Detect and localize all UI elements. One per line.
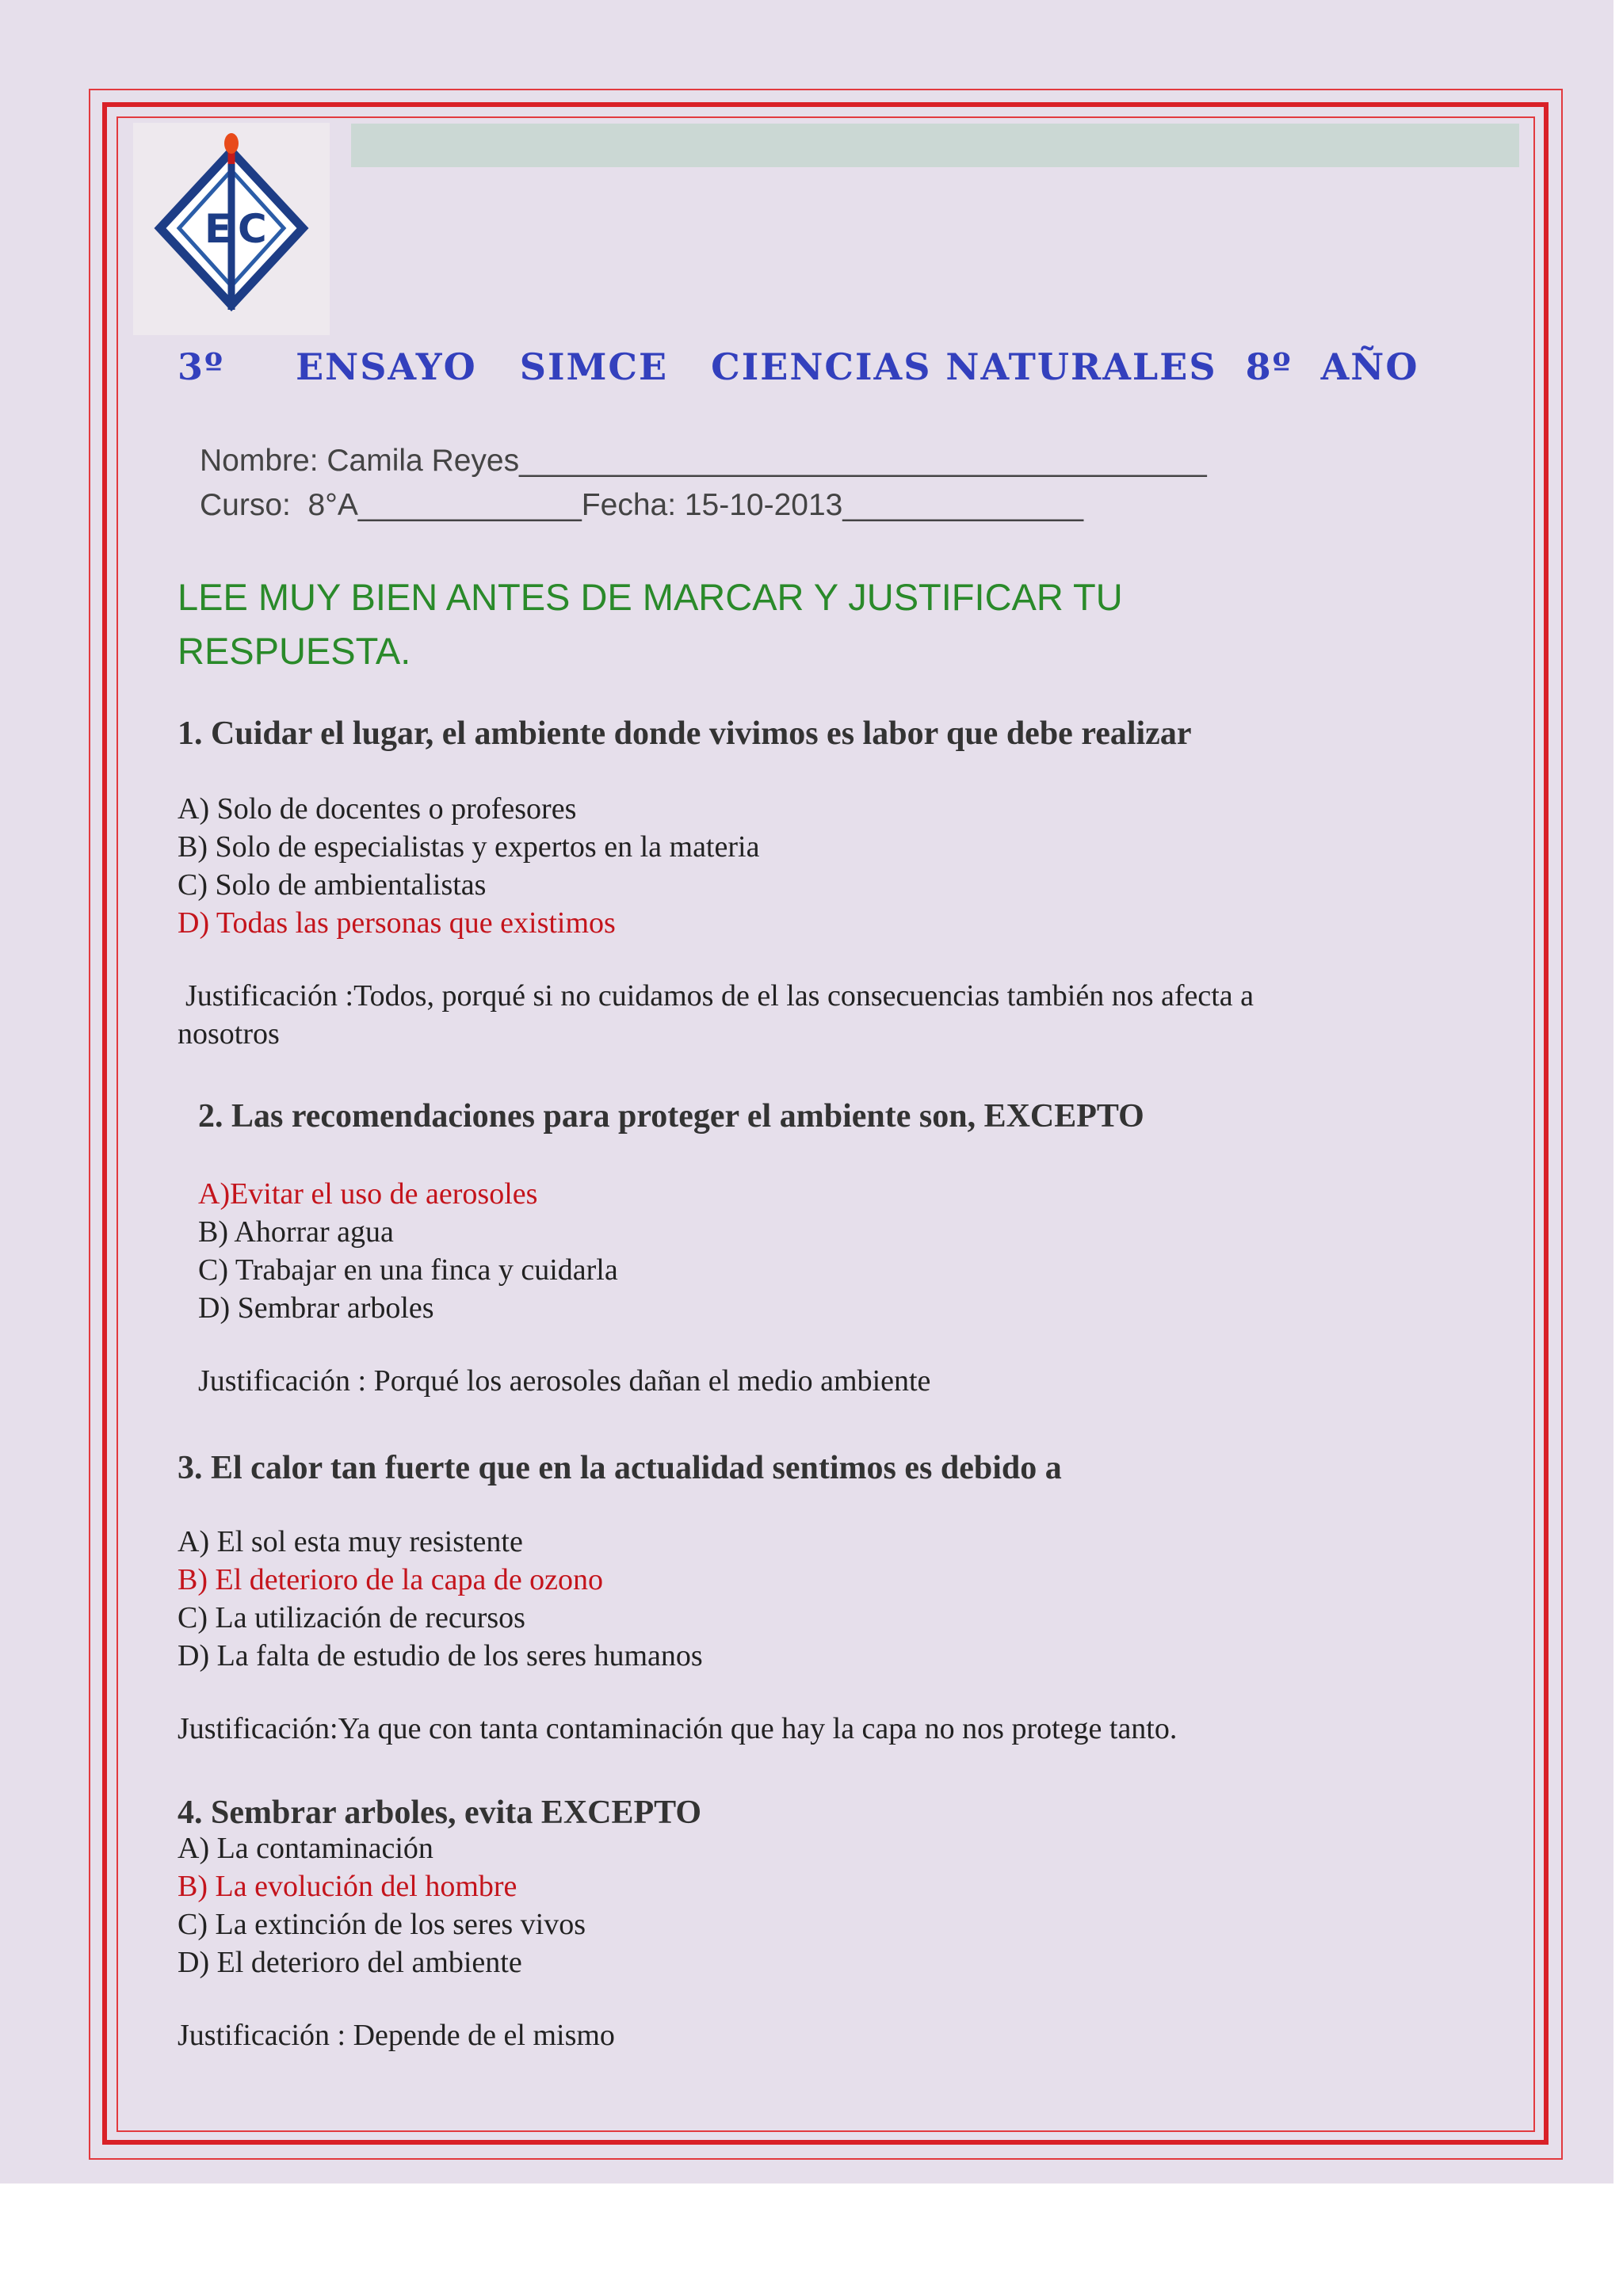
justification-2: Justificación : Porqué los aerosoles dañan el medio ambiente [198,1364,931,1398]
logo-letter: E [204,206,232,252]
page-title: 3º ENSAYO SIMCE CIENCIAS NATURALES 8º AÑO [178,345,1419,388]
option-2b: B) Ahorrar agua [198,1215,394,1249]
header-bar [351,124,1519,167]
option-2a-answer: A)Evitar el uso de aerosoles [198,1177,538,1211]
justification-4: Justificación : Depende de el mismo [178,2019,615,2052]
instructions: LEE MUY BIEN ANTES DE MARCAR Y JUSTIFICAR TU RESPUESTA. [178,576,1123,672]
option-1c: C) Solo de ambientalistas [178,868,487,902]
option-4b-answer: B) La evolución del hombre [178,1870,517,1903]
option-2c: C) Trabajar en una finca y cuidarla [198,1253,618,1287]
course-date-field: Curso: 8°A_____________Fecha: 15-10-2013______________ [200,488,1084,522]
option-4c: C) La extinción de los seres vivos [178,1908,586,1941]
name-field: Nombre: Camila Reyes________________________________________ [200,444,1207,478]
option-3d: D) La falta de estudio de los seres humanos [178,1639,703,1672]
question-3: 3. El calor tan fuerte que en la actualidad sentimos es debido a [178,1450,1062,1486]
option-3c: C) La utilización de recursos [178,1601,525,1634]
option-4a: A) La contaminación [178,1832,433,1865]
question-1: 1. Cuidar el lugar, el ambiente donde vivimos es labor que debe realizar [178,715,1192,752]
justification-3: Justificación:Ya que con tanta contaminación que hay la capa no nos protege tanto. [178,1712,1178,1745]
option-2d: D) Sembrar arboles [198,1291,434,1325]
option-1b: B) Solo de especialistas y expertos en la materia [178,830,760,864]
school-logo [133,123,330,335]
justification-1: Justificación :Todos, porqué si no cuidamos de el las consecuencias también nos afecta a nosotros [178,979,1254,1051]
logo-letter: C [238,206,267,252]
option-3b-answer: B) El deterioro de la capa de ozono [178,1563,604,1596]
question-2: 2. Las recomendaciones para proteger el ambiente son, EXCEPTO [198,1098,1144,1135]
option-4d: D) El deterioro del ambiente [178,1946,522,1979]
option-1a: A) Solo de docentes o profesores [178,792,577,826]
option-3a: A) El sol esta muy resistente [178,1525,523,1558]
question-4: 4. Sembrar arboles, evita EXCEPTO [178,1794,702,1831]
option-1d-answer: D) Todas las personas que existimos [178,906,616,940]
